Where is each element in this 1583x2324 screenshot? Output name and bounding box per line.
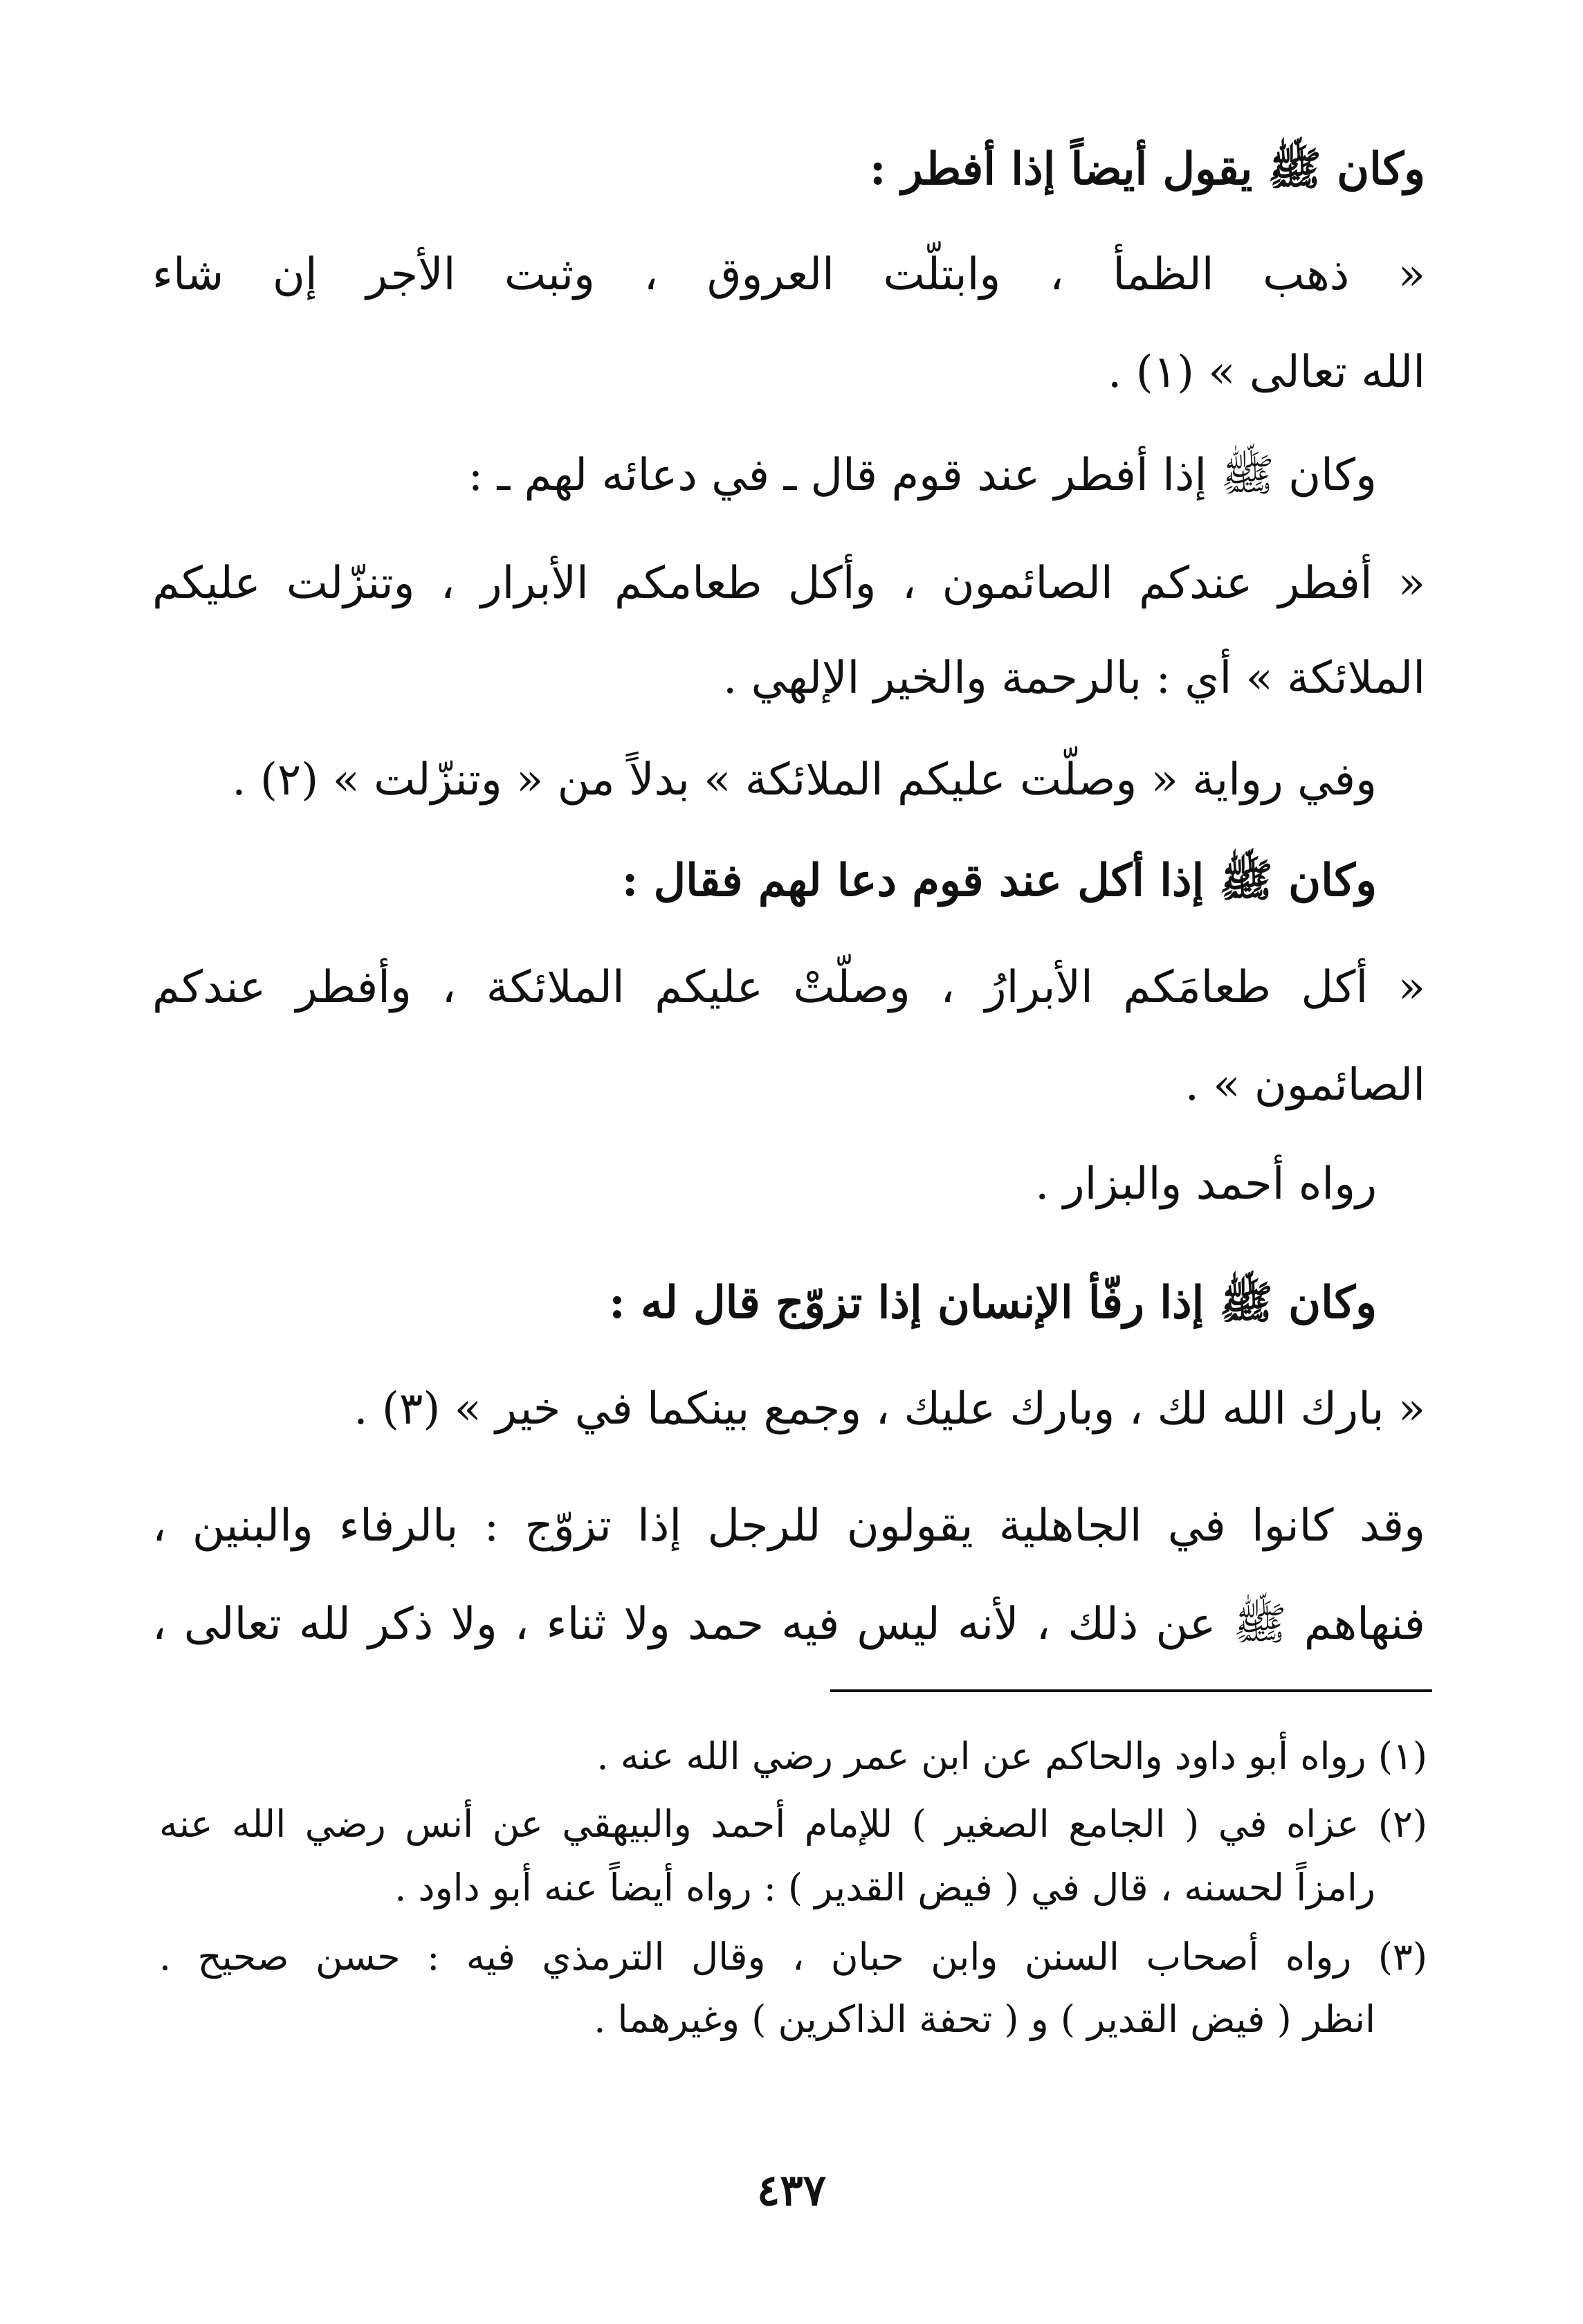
footnote-line: انظر ( فيض القدير ) و ( تحفة الذاكرين ) وغيرهما . — [594, 1997, 1375, 2041]
heading-line: وكان ﷺ إذا رفّأ الإنسان إذا تزوّج قال له : — [609, 1277, 1377, 1329]
hadith-text-line: الصائمون » . — [1184, 1060, 1425, 1111]
hadith-text-line: « أكل طعامَكم الأبرارُ ، وصلّتْ عليكم الملائكة ، وأفطر عندكم — [152, 962, 1425, 1013]
body-text-line: وقد كانوا في الجاهلية يقولون للرجل إذا تزوّج : بالرفاء والبنين ، — [152, 1500, 1426, 1552]
hadith-text-line: « ذهب الظمأ ، وابتلّت العروق ، وثبت الأجر إن شاء — [152, 249, 1425, 300]
heading-line: وكان ﷺ إذا أكل عند قوم دعا لهم فقال : — [621, 855, 1377, 907]
footnote-divider — [830, 1689, 1432, 1692]
heading-line: وكان ﷺ يقول أيضاً إذا أفطر : — [869, 143, 1425, 195]
footnote-line: رامزاً لحسنه ، قال في ( فيض القدير ) : رواه أيضاً عنه أبو داود . — [394, 1866, 1375, 1909]
footnote-line: (١) رواه أبو داود والحاكم عن ابن عمر رضي الله عنه . — [596, 1734, 1427, 1778]
hadith-text-line: « بارك الله لك ، وبارك عليك ، وجمع بينكما في خير » (٣) . — [354, 1383, 1425, 1435]
hadith-text-line: « أفطر عندكم الصائمون ، وأكل طعامكم الأبرار ، وتنزّلت عليكم — [152, 558, 1425, 609]
hadith-text-line: الله تعالى » (١) . — [1108, 347, 1425, 398]
body-text-line: وكان ﷺ إذا أفطر عند قوم قال ـ في دعائه لهم ـ : — [468, 450, 1377, 501]
footnote-line: (٣) رواه أصحاب السنن وابن حبان ، وقال الترمذي فيه : حسن صحيح . — [159, 1935, 1427, 1979]
body-text-line: فنهاهم ﷺ عن ذلك ، لأنه ليس فيه حمد ولا ثناء ، ولا ذكر لله تعالى ، — [152, 1599, 1425, 1650]
footnote-line: (٢) عزاه في ( الجامع الصغير ) للإمام أحمد والبيهقي عن أنس رضي الله عنه — [159, 1802, 1427, 1846]
page-number: ٤٣٧ — [757, 2165, 826, 2215]
body-text-line: رواه أحمد والبزار . — [1035, 1159, 1377, 1210]
body-text-line: الملائكة » أي : بالرحمة والخير الإلهي . — [722, 653, 1425, 704]
body-text-line: وفي رواية « وصلّت عليكم الملائكة » بدلاً من « وتنزّلت » (٢) . — [232, 754, 1377, 806]
